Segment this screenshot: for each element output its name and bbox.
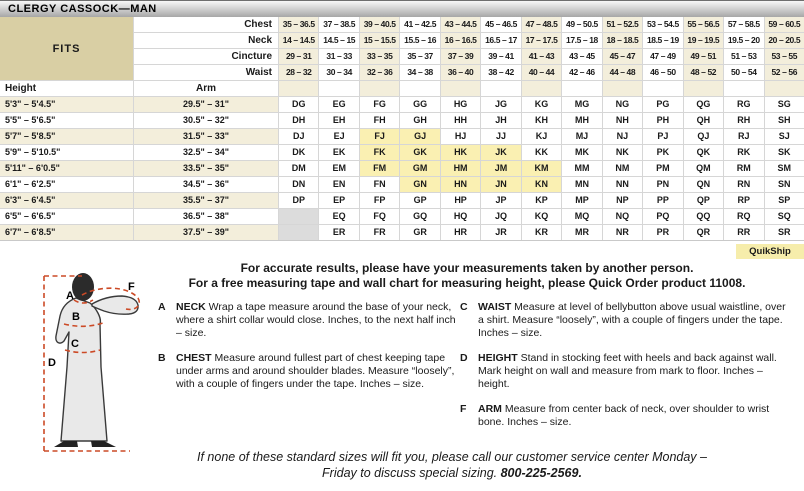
- instruction-item: [158, 301, 456, 340]
- size-code-cell: FR: [360, 225, 399, 240]
- measure-value-cell: 39 – 40.5: [360, 17, 399, 32]
- size-code-cell: DN: [279, 177, 318, 192]
- instruction-item: [460, 352, 794, 391]
- size-code-cell: RR: [724, 225, 763, 240]
- size-code-cell: PM: [643, 161, 682, 176]
- size-chart-grid: [0, 17, 804, 240]
- height-range-cell: 5'5" – 5'6.5": [0, 113, 133, 128]
- size-code-cell: EH: [319, 113, 358, 128]
- measure-value-cell: 32 – 36: [360, 65, 399, 80]
- raised-arm: [92, 296, 138, 314]
- measure-value-cell: 45 – 47: [603, 49, 642, 64]
- size-code-cell: GM: [400, 161, 439, 176]
- measure-value-cell: 55 – 56.5: [684, 17, 723, 32]
- size-code-cell: GP: [400, 193, 439, 208]
- arm-range-cell: 30.5" – 32": [134, 113, 278, 128]
- measure-row-label: Waist: [134, 65, 278, 80]
- size-code-cell: EP: [319, 193, 358, 208]
- height-range-cell: 5'9" – 5'10.5": [0, 145, 133, 160]
- measure-value-cell: 18.5 – 19: [643, 33, 682, 48]
- arm-range-cell: 35.5" – 37": [134, 193, 278, 208]
- height-range-cell: 5'11" – 6'0.5": [0, 161, 133, 176]
- instruction-key-letter: F: [460, 403, 467, 415]
- size-code-cell: MG: [562, 97, 601, 112]
- header-spacer-cell: [684, 81, 723, 96]
- size-code-cell: DG: [279, 97, 318, 112]
- figure-label-arm: F: [128, 281, 135, 293]
- measure-value-cell: 48 – 52: [684, 65, 723, 80]
- note-line-1: For accurate results, please have your measurements taken by another person.: [240, 261, 694, 275]
- arm-range-cell: 29.5" – 31": [134, 97, 278, 112]
- instruction-item: [158, 352, 456, 391]
- instruction-item: [460, 301, 794, 340]
- measure-value-cell: 51 – 53: [724, 49, 763, 64]
- figure-label-neck: A: [66, 290, 74, 302]
- size-code-cell: QK: [684, 145, 723, 160]
- measure-value-cell: 41 – 42.5: [400, 17, 439, 32]
- size-code-cell: DH: [279, 113, 318, 128]
- size-code-cell: NP: [603, 193, 642, 208]
- size-code-cell: NR: [603, 225, 642, 240]
- measure-value-cell: 19 – 19.5: [684, 33, 723, 48]
- size-code-cell: EN: [319, 177, 358, 192]
- size-code-cell: EJ: [319, 129, 358, 144]
- arm-column-header: Arm: [134, 81, 278, 96]
- instruction-key-letter: B: [158, 352, 166, 364]
- size-code-cell: RQ: [724, 209, 763, 224]
- measure-value-cell: 43 – 45: [562, 49, 601, 64]
- measure-value-cell: 15.5 – 16: [400, 33, 439, 48]
- size-code-cell: JR: [481, 225, 520, 240]
- quikship-badge: QuikShip: [736, 244, 804, 259]
- size-code-cell: NG: [603, 97, 642, 112]
- size-code-cell: KJ: [522, 129, 561, 144]
- height-range-cell: 6'5" – 6'6.5": [0, 209, 133, 224]
- height-range-cell: 6'7" – 6'8.5": [0, 225, 133, 240]
- size-code-cell: JP: [481, 193, 520, 208]
- header-spacer-cell: [360, 81, 399, 96]
- size-code-cell: NQ: [603, 209, 642, 224]
- cassock-measurement-figure: [30, 272, 152, 460]
- size-code-cell: DJ: [279, 129, 318, 144]
- size-code-cell: JK: [481, 145, 520, 160]
- size-code-cell: FJ: [360, 129, 399, 144]
- measure-value-cell: 47 – 48.5: [522, 17, 561, 32]
- size-code-cell: RN: [724, 177, 763, 192]
- measure-value-cell: 16 – 16.5: [441, 33, 480, 48]
- figure-feet: [54, 441, 116, 447]
- size-code-cell: PQ: [643, 209, 682, 224]
- size-code-cell: QH: [684, 113, 723, 128]
- size-code-cell: MJ: [562, 129, 601, 144]
- size-code-cell: JN: [481, 177, 520, 192]
- measure-value-cell: 53 – 54.5: [643, 17, 682, 32]
- instruction-key-letter: A: [158, 301, 166, 313]
- size-code-cell: SR: [765, 225, 804, 240]
- measure-value-cell: 50 – 54: [724, 65, 763, 80]
- instruction-text: ARM Measure from center back of neck, over shoulder to wrist bone. Inches – size.: [478, 403, 770, 428]
- page-title: CLERGY CASSOCK—MAN: [0, 0, 804, 17]
- size-code-cell: SQ: [765, 209, 804, 224]
- size-code-cell: NH: [603, 113, 642, 128]
- measure-value-cell: 39 – 41: [481, 49, 520, 64]
- size-code-cell: EM: [319, 161, 358, 176]
- measure-value-cell: 14.5 – 15: [319, 33, 358, 48]
- size-code-cell: HR: [441, 225, 480, 240]
- instruction-key-letter: C: [460, 301, 468, 313]
- size-code-cell: DP: [279, 193, 318, 208]
- size-code-cell: FK: [360, 145, 399, 160]
- measure-value-cell: 37 – 38.5: [319, 17, 358, 32]
- size-code-cell: KG: [522, 97, 561, 112]
- cassock-robe: [56, 298, 107, 441]
- measure-value-cell: 44 – 48: [603, 65, 642, 80]
- size-code-cell: SP: [765, 193, 804, 208]
- size-code-cell: PN: [643, 177, 682, 192]
- header-spacer-cell: [279, 81, 318, 96]
- measure-value-cell: 49 – 50.5: [562, 17, 601, 32]
- header-spacer-cell: [481, 81, 520, 96]
- size-code-cell: SH: [765, 113, 804, 128]
- measure-value-cell: 57 – 58.5: [724, 17, 763, 32]
- size-code-cell: KM: [522, 161, 561, 176]
- arm-range-cell: 33.5" – 35": [134, 161, 278, 176]
- measure-value-cell: 51 – 52.5: [603, 17, 642, 32]
- size-code-cell: HM: [441, 161, 480, 176]
- size-code-cell: HN: [441, 177, 480, 192]
- size-code-cell: HG: [441, 97, 480, 112]
- header-spacer-cell: [562, 81, 601, 96]
- size-code-cell: GR: [400, 225, 439, 240]
- measure-value-cell: 36 – 40: [441, 65, 480, 80]
- size-code-cell: JQ: [481, 209, 520, 224]
- size-code-cell: JJ: [481, 129, 520, 144]
- measure-value-cell: 46 – 50: [643, 65, 682, 80]
- size-code-cell: PP: [643, 193, 682, 208]
- instruction-text: CHEST Measure around fullest part of chest keeping tape under arms and around shoulder blades. Measure “loosely”, with a couple of fingers under the tape. Inches – size.: [176, 352, 455, 390]
- header-spacer-cell: [441, 81, 480, 96]
- size-code-cell: KQ: [522, 209, 561, 224]
- measure-value-cell: 34 – 38: [400, 65, 439, 80]
- measure-value-cell: 45 – 46.5: [481, 17, 520, 32]
- measure-value-cell: 30 – 34: [319, 65, 358, 80]
- fits-cell: FITS: [0, 17, 133, 80]
- size-code-cell: QP: [684, 193, 723, 208]
- figure-label-waist: C: [71, 338, 79, 350]
- size-code-cell: QQ: [684, 209, 723, 224]
- measure-value-cell: 59 – 60.5: [765, 17, 804, 32]
- size-code-cell: GJ: [400, 129, 439, 144]
- size-code-cell: RH: [724, 113, 763, 128]
- arm-range-cell: 37.5" – 39": [134, 225, 278, 240]
- measure-value-cell: 42 – 46: [562, 65, 601, 80]
- special-sizing-text: If none of these standard sizes will fit you, please call our customer service center Monday – Friday to discuss special sizing.: [197, 450, 707, 480]
- measure-value-cell: 33 – 35: [360, 49, 399, 64]
- size-code-cell: SJ: [765, 129, 804, 144]
- size-code-cell: GK: [400, 145, 439, 160]
- note-line-2: For a free measuring tape and wall chart for measuring height, please Quick Order product 11008.: [188, 276, 746, 290]
- measure-value-cell: 35 – 36.5: [279, 17, 318, 32]
- size-code-cell: GQ: [400, 209, 439, 224]
- instruction-item: [460, 403, 794, 429]
- size-code-cell: MR: [562, 225, 601, 240]
- size-code-cell: SN: [765, 177, 804, 192]
- measure-value-cell: 47 – 49: [643, 49, 682, 64]
- size-code-cell: KK: [522, 145, 561, 160]
- size-code-cell: MQ: [562, 209, 601, 224]
- measure-value-cell: 28 – 32: [279, 65, 318, 80]
- size-code-cell: HQ: [441, 209, 480, 224]
- measure-value-cell: 14 – 14.5: [279, 33, 318, 48]
- size-code-cell: SM: [765, 161, 804, 176]
- instruction-key-letter: D: [460, 352, 468, 364]
- header-spacer-cell: [724, 81, 763, 96]
- height-range-cell: 6'3" – 6'4.5": [0, 193, 133, 208]
- size-code-cell: RK: [724, 145, 763, 160]
- figure-label-chest: B: [72, 311, 80, 323]
- size-code-cell: ER: [319, 225, 358, 240]
- size-code-cell: NK: [603, 145, 642, 160]
- instruction-text: NECK Wrap a tape measure around the base of your neck, where a shirt collar would close. Inches, to the next half inch – size.: [176, 301, 456, 339]
- size-code-cell: NN: [603, 177, 642, 192]
- size-code-cell: JH: [481, 113, 520, 128]
- measure-value-cell: 37 – 39: [441, 49, 480, 64]
- measure-value-cell: 40 – 44: [522, 65, 561, 80]
- customer-service-phone: 800-225-2569.: [500, 466, 582, 480]
- header-spacer-cell: [522, 81, 561, 96]
- size-code-cell: PG: [643, 97, 682, 112]
- quikship-row: [0, 240, 804, 258]
- height-column-header: Height: [0, 81, 133, 96]
- size-code-cell: GH: [400, 113, 439, 128]
- size-code-cell: PR: [643, 225, 682, 240]
- size-code-cell: JG: [481, 97, 520, 112]
- size-code-cell: QM: [684, 161, 723, 176]
- size-code-cell: RM: [724, 161, 763, 176]
- header-spacer-cell: [400, 81, 439, 96]
- size-code-cell: FP: [360, 193, 399, 208]
- size-code-cell: SG: [765, 97, 804, 112]
- size-code-cell: QN: [684, 177, 723, 192]
- size-code-cell: HH: [441, 113, 480, 128]
- measure-row-label: Cincture: [134, 49, 278, 64]
- size-code-cell: NJ: [603, 129, 642, 144]
- height-range-cell: 6'1" – 6'2.5": [0, 177, 133, 192]
- size-code-cell: KN: [522, 177, 561, 192]
- instruction-text: WAIST Measure at level of bellybutton above usual waistline, over a shirt. Measure “loosely”, with a couple of fingers under the tape. Inches – size.: [478, 301, 786, 339]
- size-code-cell: MM: [562, 161, 601, 176]
- measure-row-label: Chest: [134, 17, 278, 32]
- measure-value-cell: 35 – 37: [400, 49, 439, 64]
- measure-value-cell: 17 – 17.5: [522, 33, 561, 48]
- size-code-cell: MH: [562, 113, 601, 128]
- header-spacer-cell: [603, 81, 642, 96]
- measure-value-cell: 31 – 33: [319, 49, 358, 64]
- size-code-cell: EG: [319, 97, 358, 112]
- arm-range-cell: 31.5" – 33": [134, 129, 278, 144]
- arm-range-cell: 36.5" – 38": [134, 209, 278, 224]
- measurement-notes: [130, 261, 804, 291]
- size-code-cell: HK: [441, 145, 480, 160]
- measure-value-cell: 29 – 31: [279, 49, 318, 64]
- header-spacer-cell: [765, 81, 804, 96]
- figure-head: [72, 273, 94, 301]
- measure-value-cell: 15 – 15.5: [360, 33, 399, 48]
- figure-label-height: D: [48, 357, 56, 369]
- size-code-cell: FH: [360, 113, 399, 128]
- size-code-cell: PK: [643, 145, 682, 160]
- size-code-cell: QJ: [684, 129, 723, 144]
- size-code-cell: KP: [522, 193, 561, 208]
- size-code-cell: PJ: [643, 129, 682, 144]
- measure-value-cell: 43 – 44.5: [441, 17, 480, 32]
- special-sizing-note: [182, 449, 722, 481]
- size-code-cell: RG: [724, 97, 763, 112]
- measure-value-cell: 41 – 43: [522, 49, 561, 64]
- header-spacer-cell: [643, 81, 682, 96]
- measure-value-cell: 19.5 – 20: [724, 33, 763, 48]
- size-code-cell: EQ: [319, 209, 358, 224]
- size-code-cell: QG: [684, 97, 723, 112]
- height-range-cell: 5'7" – 5'8.5": [0, 129, 133, 144]
- measure-value-cell: 38 – 42: [481, 65, 520, 80]
- instructions-right-column: [460, 301, 794, 441]
- size-code-cell: MP: [562, 193, 601, 208]
- header-spacer-cell: [319, 81, 358, 96]
- size-code-cell: KH: [522, 113, 561, 128]
- size-code-cell: MN: [562, 177, 601, 192]
- empty-size-cell: [279, 225, 318, 240]
- size-code-cell: PH: [643, 113, 682, 128]
- size-code-cell: FG: [360, 97, 399, 112]
- size-code-cell: KR: [522, 225, 561, 240]
- size-code-cell: MK: [562, 145, 601, 160]
- size-code-cell: GN: [400, 177, 439, 192]
- measure-value-cell: 17.5 – 18: [562, 33, 601, 48]
- instructions-left-column: [158, 301, 456, 403]
- size-code-cell: GG: [400, 97, 439, 112]
- size-code-cell: JM: [481, 161, 520, 176]
- size-code-cell: QR: [684, 225, 723, 240]
- measure-row-label: Neck: [134, 33, 278, 48]
- size-code-cell: DM: [279, 161, 318, 176]
- size-code-cell: FN: [360, 177, 399, 192]
- size-code-cell: DK: [279, 145, 318, 160]
- size-code-cell: NM: [603, 161, 642, 176]
- size-code-cell: SK: [765, 145, 804, 160]
- empty-size-cell: [279, 209, 318, 224]
- measure-value-cell: 49 – 51: [684, 49, 723, 64]
- measure-value-cell: 16.5 – 17: [481, 33, 520, 48]
- size-code-cell: FM: [360, 161, 399, 176]
- height-range-cell: 5'3" – 5'4.5": [0, 97, 133, 112]
- size-code-cell: RP: [724, 193, 763, 208]
- instruction-text: HEIGHT Stand in stocking feet with heels and back against wall. Mark height on wall and measure from mark to floor. Inches – height.: [478, 352, 777, 390]
- size-code-cell: RJ: [724, 129, 763, 144]
- size-code-cell: HP: [441, 193, 480, 208]
- measure-value-cell: 52 – 56: [765, 65, 804, 80]
- arm-range-cell: 34.5" – 36": [134, 177, 278, 192]
- arm-range-cell: 32.5" – 34": [134, 145, 278, 160]
- measure-value-cell: 18 – 18.5: [603, 33, 642, 48]
- measure-value-cell: 20 – 20.5: [765, 33, 804, 48]
- size-code-cell: FQ: [360, 209, 399, 224]
- size-code-cell: EK: [319, 145, 358, 160]
- size-code-cell: HJ: [441, 129, 480, 144]
- measure-value-cell: 53 – 55: [765, 49, 804, 64]
